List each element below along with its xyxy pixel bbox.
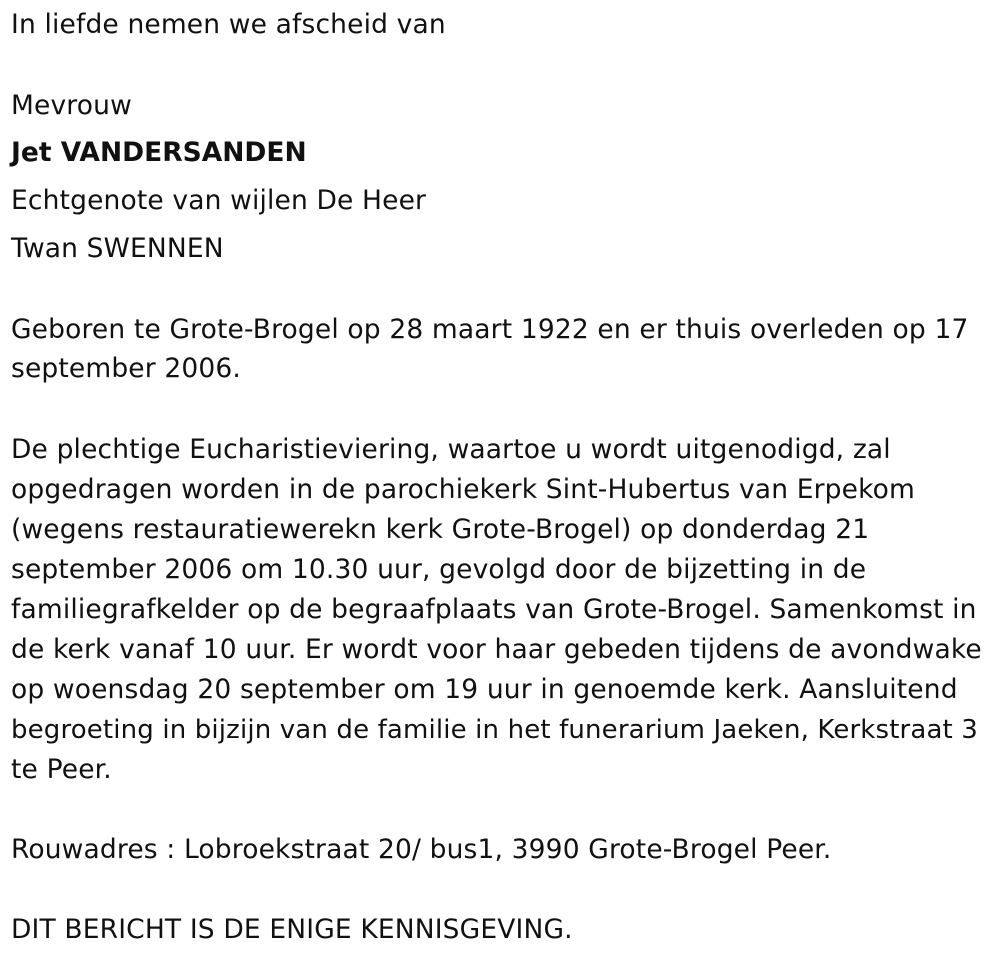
ceremony-line-3: (wegens restauratiewerekn kerk Grote-Brogel) op donderdag 21 [11,514,870,545]
salutation: Mevrouw [11,90,132,121]
ceremony-line-4: september 2006 om 10.30 uur, gevolgd door de bijzetting in de [11,554,867,585]
ceremony-line-8: begroeting in bijzijn van de familie in het funerarium Jaeken, Kerkstraat 3 [11,715,979,745]
closing-statement: DIT BERICHT IS DE ENIGE KENNISGEVING. [11,914,573,945]
mourning-address: Rouwadres : Lobroekstraat 20/ bus1, 3990 Grote-Brogel Peer. [11,834,832,865]
ceremony-line-6: de kerk vanaf 10 uur. Er wordt voor haar gebeden tijdens de avondwake [11,634,982,665]
ceremony-line-5: familiegrafkelder op de begraafplaats van Grote-Brogel. Samenkomst in [11,594,977,625]
birth-death-line-1: Geboren te Grote-Brogel op 28 maart 1922 en er thuis overleden op 17 [11,314,969,345]
birth-death-line-2: september 2006. [11,353,241,384]
ceremony-line-2: opgedragen worden in de parochiekerk Sint-Hubertus van Erpekom [11,474,915,505]
deceased-name: Jet VANDERSANDEN [11,137,307,168]
spouse-name: Twan SWENNEN [11,233,224,264]
intro-text: In liefde nemen we afscheid van [11,9,446,40]
spouse-line: Echtgenote van wijlen De Heer [11,185,427,216]
ceremony-line-7: op woensdag 20 september om 19 uur in genoemde kerk. Aansluitend [11,674,958,705]
ceremony-line-1: De plechtige Eucharistieviering, waartoe u wordt uitgenodigd, zal [11,434,891,465]
ceremony-line-9: te Peer. [11,754,112,785]
